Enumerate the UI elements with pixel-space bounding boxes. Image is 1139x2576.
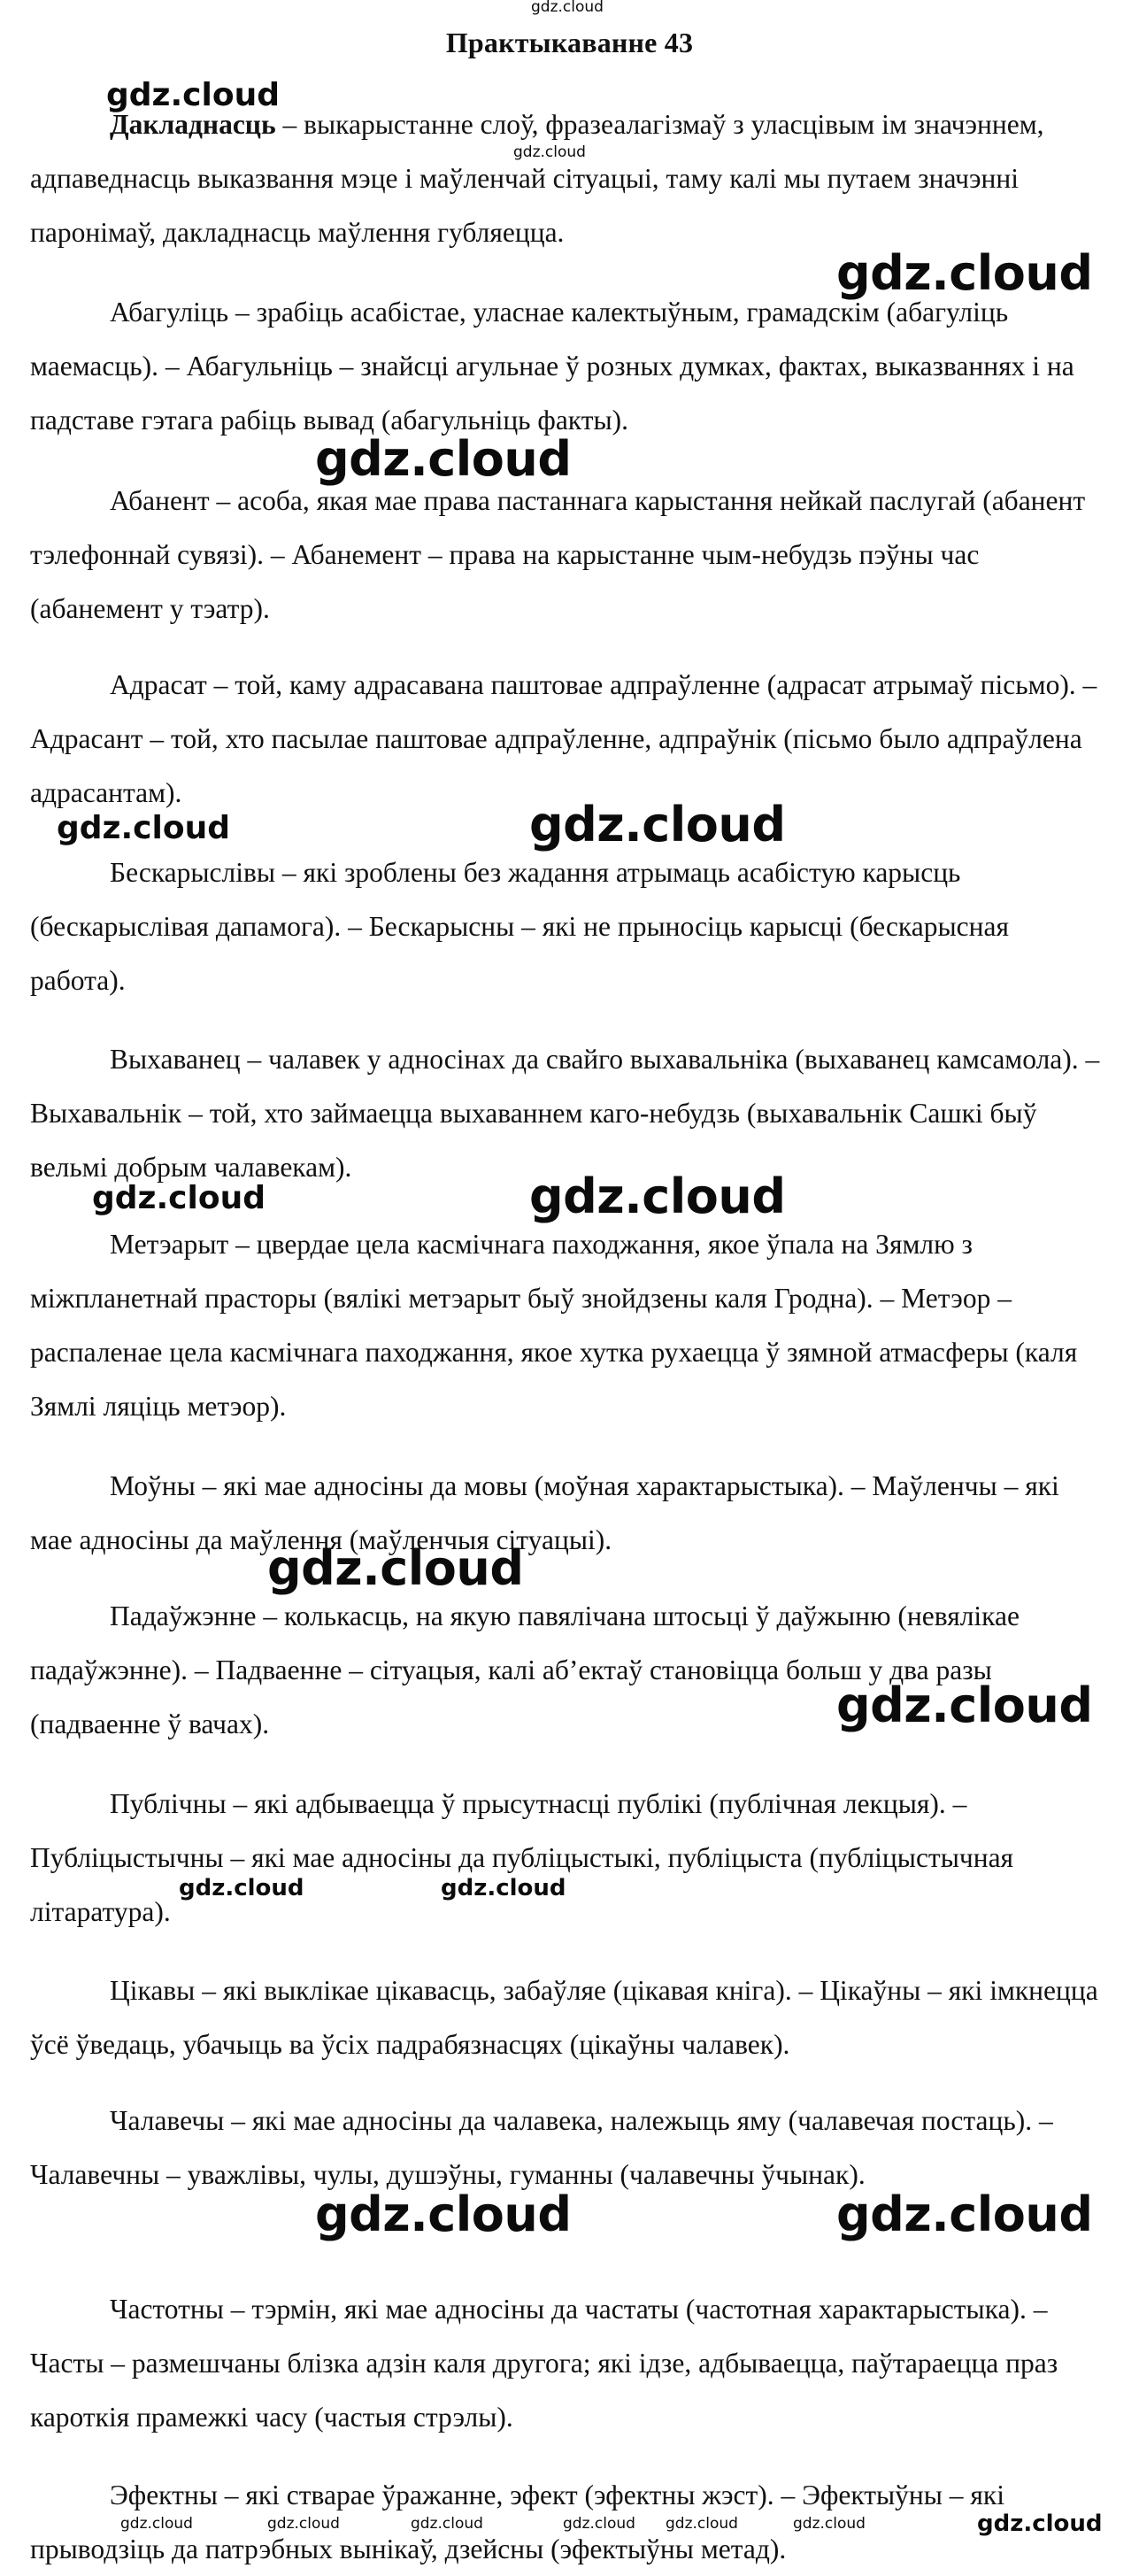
paragraph-4: Адрасат – той, каму адрасавана паштовае адпраўленне (адрасат атрымаў пісьмо). – Адрасант – той, хто пасылае паштовае адпраўленне, адпраўнік (пісьмо было адпраўлена адрасантам). [30, 669, 1097, 808]
paragraph-12: Чалавечы – які мае адносіны да чалавека, належыць яму (чалавечая постаць). – Чалавечны – уважлівы, чулы, душэўны, гуманны (чалавечны ўчынак). [30, 2105, 1053, 2190]
watermark: gdz.cloud [441, 1875, 566, 1901]
watermark: gdz.cloud [513, 143, 586, 161]
watermark: gdz.cloud [977, 2510, 1103, 2537]
watermark: gdz.cloud [267, 1540, 524, 1596]
watermark: gdz.cloud [411, 2515, 483, 2533]
paragraph-1-lead: Дакладнасць [110, 109, 276, 140]
watermark: gdz.cloud [529, 1168, 786, 1224]
paragraph-1-text: – выкарыстанне слоў, фразеалагізмаў з уласцівым ім значэннем, адпаведнасць выказвання мэце і маўленчай сітуацыі, таму калі мы путаем значэнні паронімаў, дакладнасць маўлення губляецца. [30, 109, 1044, 248]
paragraph-2: Абагуліць – зрабіць асабістае, уласнае калектыўным, грамадскім (абагуліць маемасць). – Абагульніць – знайсці агульнае ў розных думках, фактах, выказваннях і на падставе гэтага рабіць вывад (абагульніць факты). [30, 297, 1074, 436]
page-title: Практыкаванне 43 [445, 27, 694, 58]
paragraph-3: Абанент – асоба, якая мае права пастаннага карыстання нейкай паслугай (абанент тэлефоннай сувязі). – Абанемент – права на карыстанне чым-небудзь пэўны час (абанемент у тэатр). [30, 485, 1086, 624]
paragraph-7: Метэарыт – цвердае цела касмічнага паходжання, якое ўпала на Зямлю з міжпланетнай прасторы (вялікі метэарыт быў знойдзены каля Гродна). – Метэор – распаленае цела касмічнага паходжання, якое хутка рухаецца ў зямной атмасферы (каля Зямлі ляціць метэор). [30, 1229, 1078, 1422]
watermark: gdz.cloud [57, 810, 230, 846]
paragraph-14: Эфектны – які стварае ўражанне, эфект (эфектны жэст). – Эфектыўны – які прыводзіць да патрэбных вынікаў, дзейсны (эфектыўны метад). [30, 2480, 1004, 2564]
watermark: gdz.cloud [529, 797, 786, 852]
watermark: gdz.cloud [836, 2187, 1093, 2242]
watermark: gdz.cloud [267, 2515, 340, 2533]
watermark: gdz.cloud [793, 2515, 866, 2533]
watermark: gdz.cloud [836, 245, 1093, 301]
watermark: gdz.cloud [179, 1875, 304, 1901]
paragraph-6: Выхаванец – чалавек у адносінах да свайго выхавальніка (выхаванец камсамола). – Выхавальнік – той, хто займаецца выхаваннем каго-небудзь (выхавальнік Сашкі быў вельмі добрым чалавекам). [30, 1044, 1100, 1183]
watermark: gdz.cloud [92, 1180, 266, 1216]
paragraph-13: Частотны – тэрмін, які мае адносіны да частаты (частотная характарыстыка). – Часты – размешчаны блізка адзін каля другога; які ідзе, адбываецца, паўтараецца праз кароткія прамежкі часу (частыя стрэлы). [30, 2294, 1058, 2433]
watermark: gdz.cloud [315, 431, 572, 487]
watermark: gdz.cloud [666, 2515, 738, 2533]
paragraph-11: Цікавы – які выклікае цікавасць, забаўляе (цікавая кніга). – Цікаўны – які імкнецца ўсё ўведаць, убачыць ва ўсіх падрабязнасцях (цікаўны чалавек). [30, 1975, 1098, 2060]
paragraph-9: Падаўжэнне – колькасць, на якую павялічана штосьці ў даўжыню (невялікае падаўжэнне). – Падваенне – сітуацыя, калі аб’ектаў становіцца больш у два разы (падваенне ў вачах). [30, 1600, 1020, 1739]
paragraph-8: Моўны – які мае адносіны да мовы (моўная характарыстыка). – Маўленчы – які мае адносіны да маўлення (маўленчыя сітуацыі). [30, 1470, 1059, 1555]
paragraph-5: Бескарыслівы – які зроблены без жадання атрымаць асабістую карысць (бескарыслівая дапамога). – Бескарысны – які не прыносіць карысці (бескарысная работа). [30, 857, 1009, 996]
watermark: gdz.cloud [106, 77, 280, 113]
watermark: gdz.cloud [563, 2515, 635, 2533]
paragraph-10: Публічны – які адбываецца ў прысутнасці публікі (публічная лекцыя). – Публіцыстычны – які мае адносіны да публіцыстыкі, публіцыста (публіцыстычная літаратура). [30, 1788, 1014, 1927]
watermark: gdz.cloud [836, 1677, 1093, 1733]
watermark: gdz.cloud [531, 0, 604, 16]
watermark: gdz.cloud [315, 2187, 572, 2242]
watermark: gdz.cloud [120, 2515, 193, 2533]
paragraph-1 [30, 97, 1101, 259]
